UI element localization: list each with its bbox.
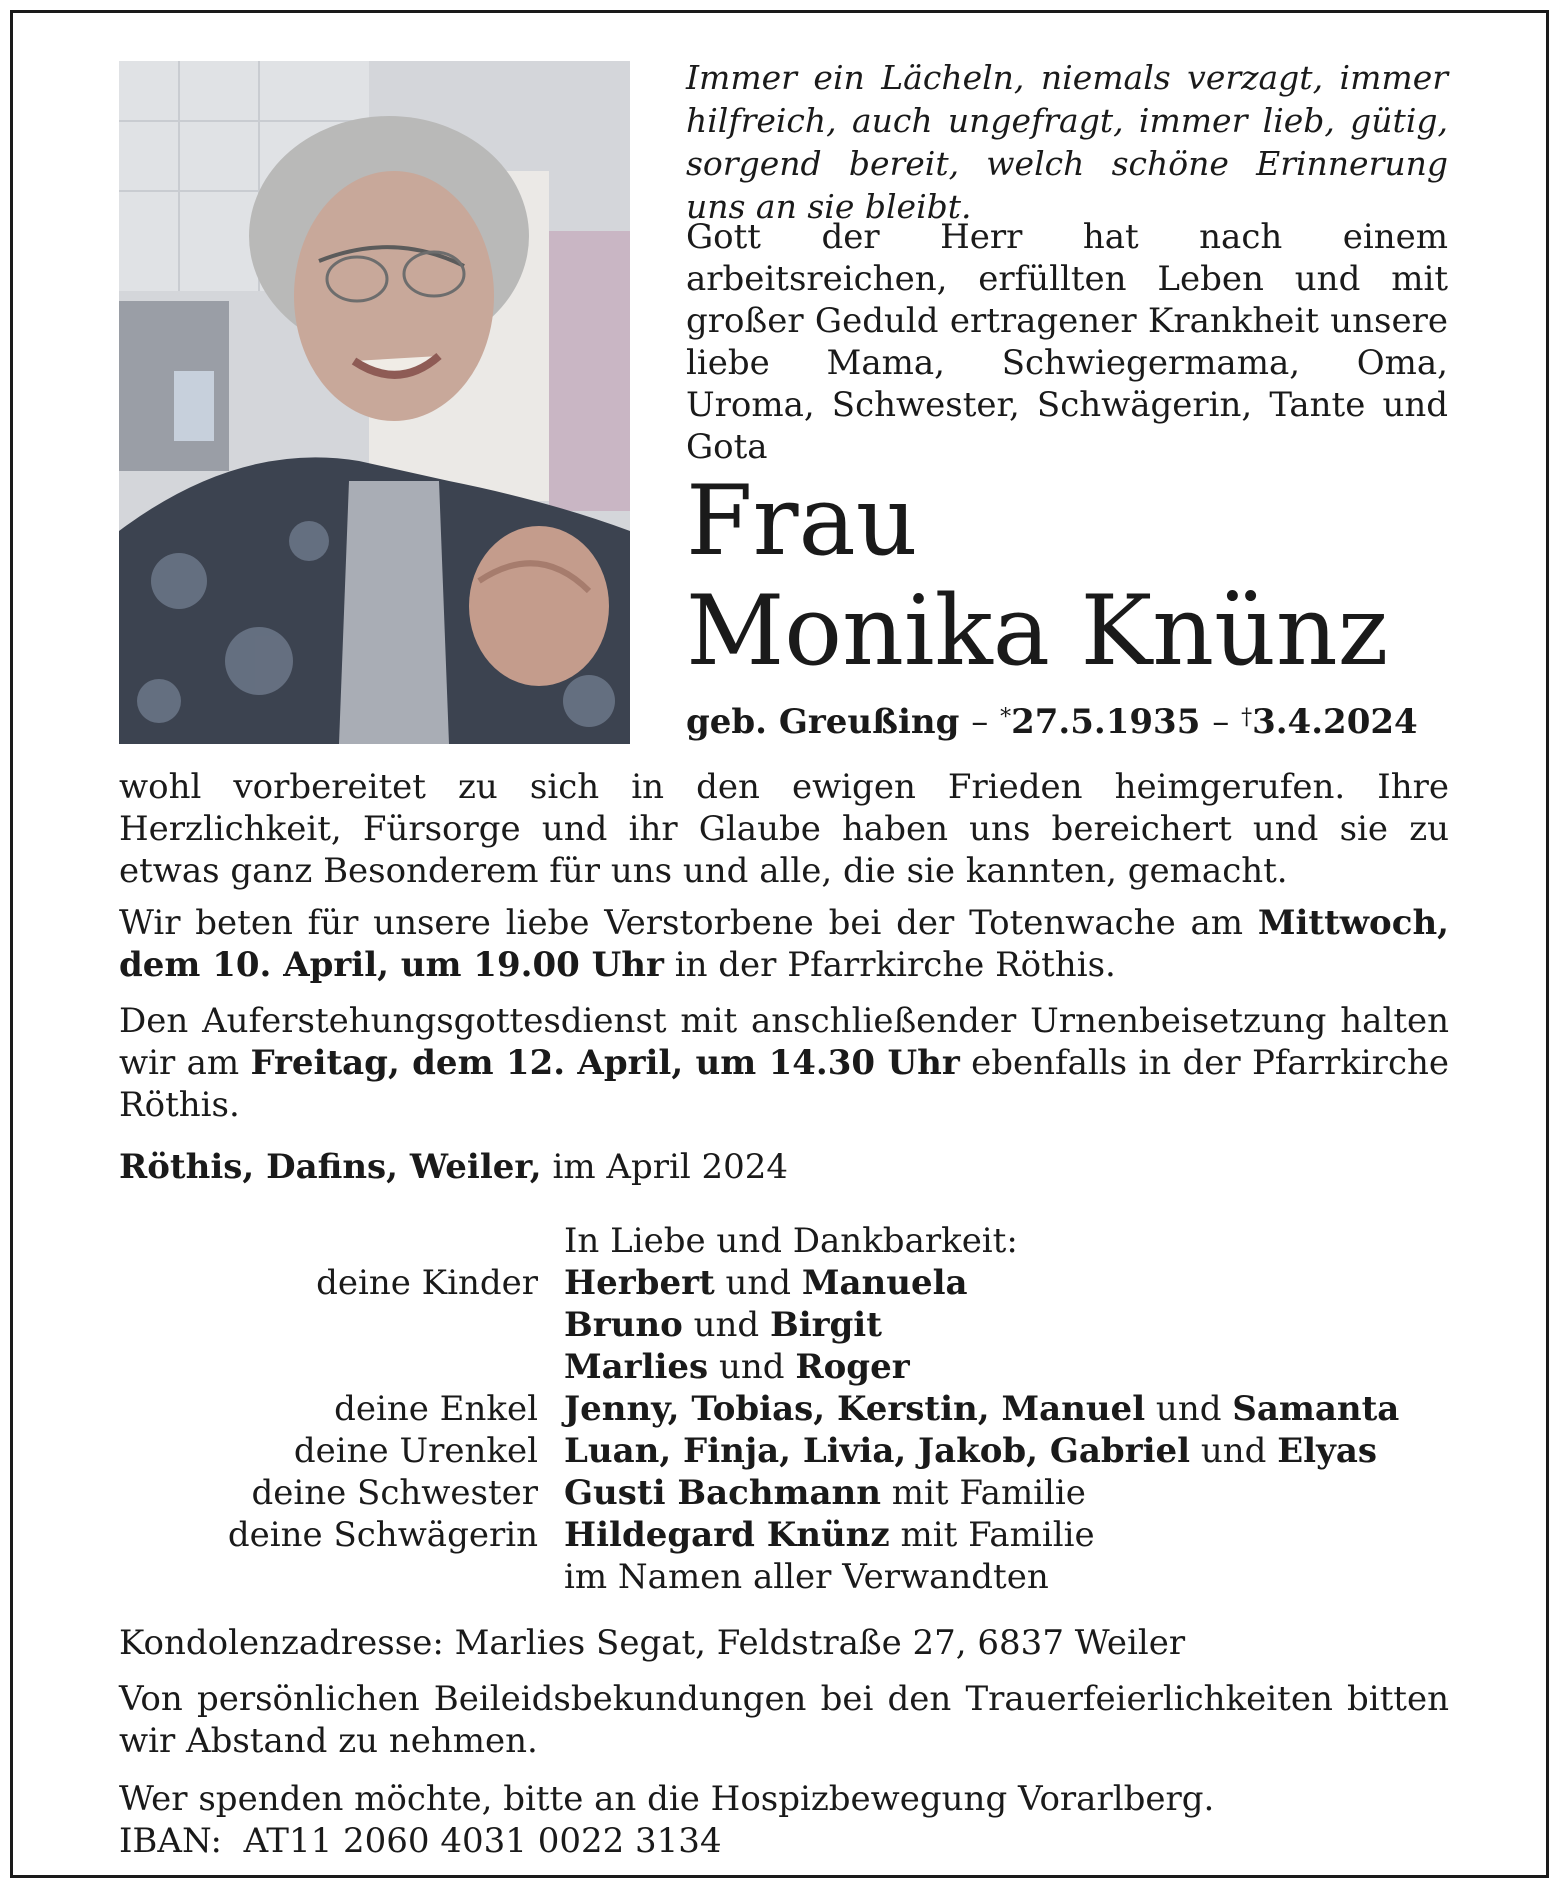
name-bold: Marlies: [564, 1347, 709, 1387]
name-bold: Luan, Finja, Livia, Jakob, Gabriel: [564, 1431, 1191, 1471]
family-heading: In Liebe und Dankbarkeit:: [564, 1221, 1018, 1261]
maiden-name: geb. Greußing: [686, 702, 960, 742]
list-item: [119, 1262, 1449, 1304]
name-bold: Elyas: [1277, 1431, 1377, 1471]
relative-names: [564, 1388, 1449, 1430]
name-bold: Gusti Bachmann: [564, 1473, 881, 1513]
relative-names: [564, 1346, 1449, 1388]
list-item: [119, 1304, 1449, 1346]
connector: und: [682, 1305, 770, 1345]
name-bold: Samanta: [1232, 1389, 1400, 1429]
paragraph-vigil: [119, 902, 1449, 986]
salutation: Frau: [686, 465, 918, 577]
text-span: Den Auferstehungsgottesdienst mit anschließender Urnenbeisetzung halten wir am: [119, 1001, 1449, 1083]
relative-names: [564, 1514, 1449, 1556]
closing-line: im Namen aller Verwandten: [564, 1557, 1049, 1597]
relation-label: [119, 1346, 564, 1388]
vigil-date: Mittwoch, dem 10. April, um 19.00 Uhr: [119, 903, 1449, 985]
text-span: Wir beten für unsere liebe Verstorbene bei der Totenwache am: [119, 903, 1258, 943]
relative-names: [564, 1472, 1449, 1514]
birth-date: 27.5.1935: [1011, 702, 1201, 742]
birth-star-icon: *: [1000, 705, 1012, 730]
connector: und: [1145, 1389, 1233, 1429]
paragraph-homecoming: wohl vorbereitet zu sich in den ewigen Frieden heimgerufen. Ihre Herzlichkeit, Fürsorge und ihr Glaube haben uns bereichert und sie zu etwas ganz Besonderem für uns und alle, die sie kannten, gemacht.: [119, 767, 1449, 891]
list-item: [119, 1556, 1449, 1598]
connector: und: [1190, 1431, 1278, 1471]
name-bold: Jenny, Tobias, Kerstin, Manuel: [564, 1389, 1146, 1429]
relation-label: deine Urenkel: [293, 1431, 538, 1471]
relation-label: deine Schwester: [251, 1473, 538, 1513]
death-cross-icon: †: [1241, 705, 1253, 730]
name-bold: Hildegard Knünz: [564, 1515, 890, 1555]
month-year: im April 2024: [541, 1147, 789, 1187]
iban-number: AT11 2060 4031 0022 3134: [243, 1821, 722, 1861]
paragraph-no-condolences: Von persönlichen Beileidsbekundungen bei den Trauerfeierlichkeiten bitten wir Abstand zu nehmen.: [119, 1679, 1449, 1761]
relation-label: [119, 1304, 564, 1346]
family-list: [119, 1220, 1449, 1598]
list-item: [119, 1514, 1449, 1556]
donation-line: Wer spenden möchte, bitte an die Hospizbewegung Vorarlberg.: [119, 1779, 1215, 1819]
motto-verse: Immer ein Lächeln, niemals verzagt, immer hilfreich, auch ungefragt, immer lieb, gütig, sorgend bereit, welch schöne Erinnerung uns an sie bleibt.: [686, 58, 1448, 226]
iban-line: [119, 1820, 1449, 1862]
connector: und: [708, 1347, 796, 1387]
list-item: [119, 1430, 1449, 1472]
text-span: ebenfalls in der Pfarrkirche Röthis.: [119, 1043, 1449, 1125]
paragraph-service: [119, 1000, 1449, 1126]
name-bold: Manuela: [801, 1263, 968, 1303]
relation-label: [119, 1220, 564, 1262]
text-span: in der Pfarrkirche Röthis.: [663, 945, 1116, 985]
name-bold: Birgit: [769, 1305, 882, 1345]
connector: mit Familie: [889, 1515, 1095, 1555]
list-item: [119, 1388, 1449, 1430]
iban-label: IBAN:: [119, 1821, 222, 1861]
place-and-date: [119, 1146, 1449, 1188]
portrait-photo: [119, 61, 630, 744]
relation-label: [119, 1556, 564, 1598]
dash-separator: –: [1212, 702, 1230, 742]
relation-label: deine Kinder: [316, 1263, 538, 1303]
full-name: Monika Knünz: [686, 575, 1389, 687]
relation-label: deine Schwägerin: [227, 1515, 538, 1555]
condolence-address: Kondolenzadresse: Marlies Segat, Feldstraße 27, 6837 Weiler: [119, 1623, 1186, 1663]
connector: mit Familie: [881, 1473, 1086, 1513]
connector: und: [714, 1263, 802, 1303]
relative-names: [564, 1262, 1449, 1304]
places: Röthis, Dafins, Weiler,: [119, 1147, 542, 1187]
list-item: [119, 1346, 1449, 1388]
name-bold: Roger: [795, 1347, 910, 1387]
intro-text: Gott der Herr hat nach einem arbeitsreichen, erfüllten Leben und mit großer Geduld ertragener Krankheit unsere liebe Mama, Schwiegermama, Oma, Uroma, Schwester, Schwägerin, Tante und Gota: [686, 217, 1448, 467]
service-date: Freitag, dem 12. April, um 14.30 Uhr: [250, 1043, 960, 1083]
name-bold: Bruno: [564, 1305, 683, 1345]
death-date: 3.4.2024: [1252, 702, 1418, 742]
deceased-name: [686, 466, 1486, 686]
relative-names: [564, 1430, 1449, 1472]
name-bold: Herbert: [564, 1263, 715, 1303]
life-dates: [686, 700, 1486, 744]
list-item: [119, 1472, 1449, 1514]
donation-info: [119, 1778, 1449, 1862]
dash-separator: –: [971, 702, 989, 742]
relation-label: deine Enkel: [334, 1389, 538, 1429]
list-item: [119, 1220, 1449, 1262]
relative-names: [564, 1304, 1449, 1346]
